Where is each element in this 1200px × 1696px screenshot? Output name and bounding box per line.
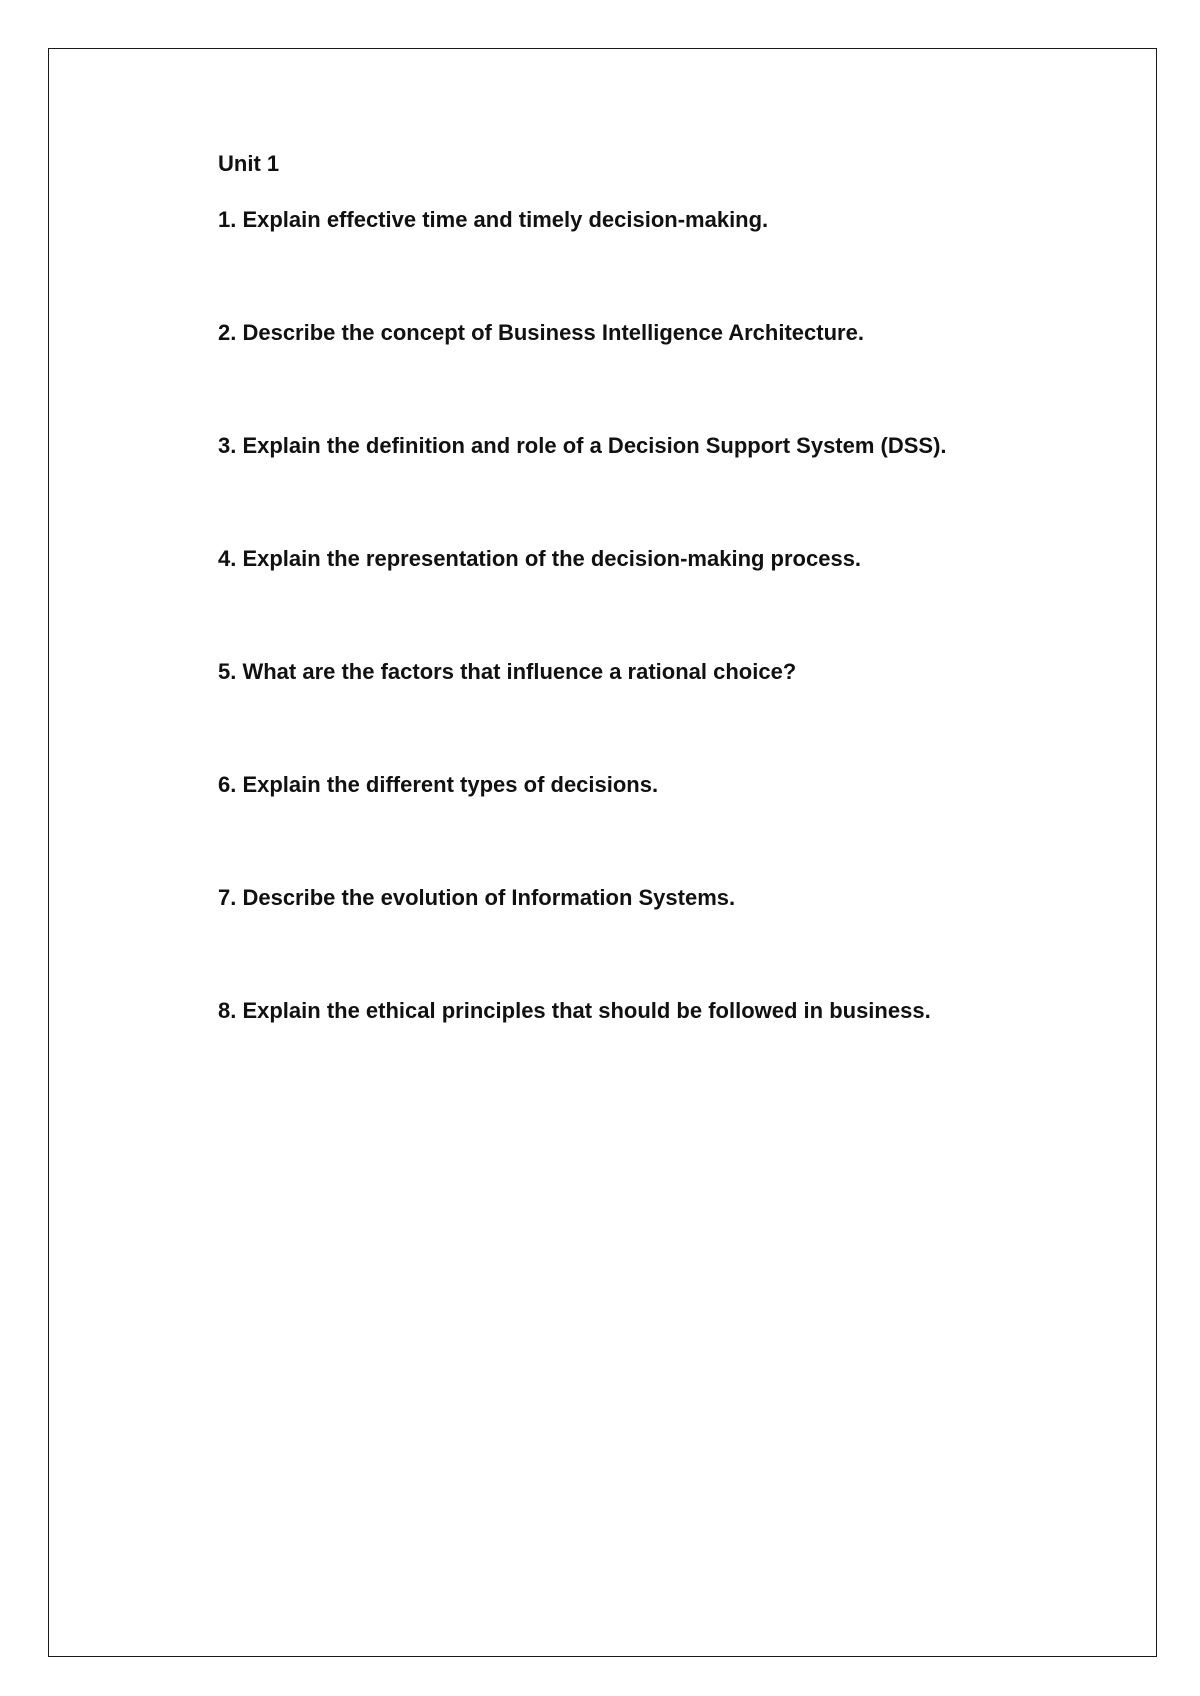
question-item: 4. Explain the representation of the decision-making process. [218, 546, 862, 571]
question-item: 6. Explain the different types of decisions. [218, 772, 659, 797]
question-item: 7. Describe the evolution of Information Systems. [218, 885, 736, 910]
page-content [218, 148, 1098, 1108]
unit-heading: Unit 1 [218, 151, 280, 176]
question-item: 8. Explain the ethical principles that should be followed in business. [218, 998, 931, 1023]
question-item: 2. Describe the concept of Business Intelligence Architecture. [218, 320, 864, 345]
question-list [218, 204, 1098, 1027]
question-item: 3. Explain the definition and role of a Decision Support System (DSS). [218, 433, 947, 458]
question-item: 5. What are the factors that influence a rational choice? [218, 659, 797, 684]
question-item: 1. Explain effective time and timely decision-making. [218, 207, 769, 232]
